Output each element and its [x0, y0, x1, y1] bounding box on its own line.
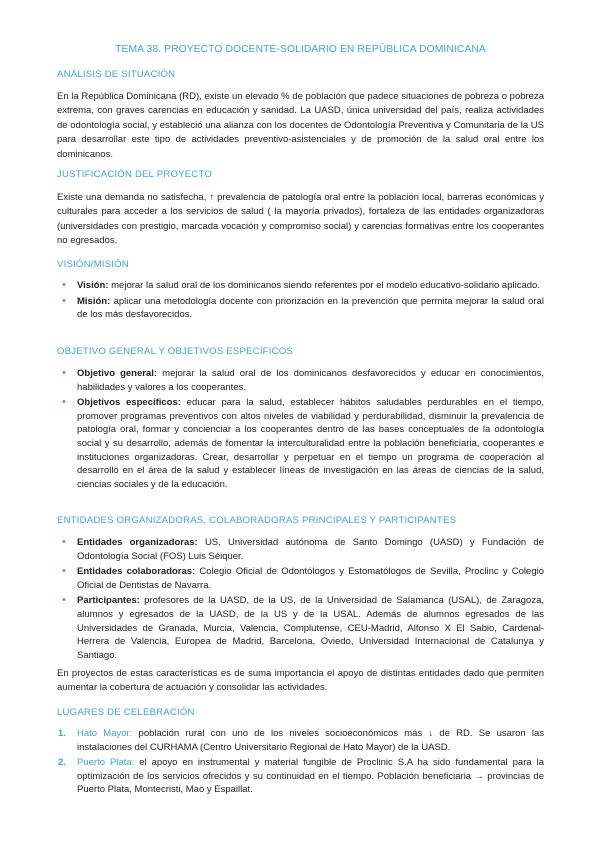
justificacion-paragraph: Existe una demanda no satisfecha, ↑ prevalencia de patología oral entre la población local, barreras económicas y culturales para acceder a los servicios de salud ( la mayoría privados), fortaleza de las entidades organizadoras (universidades con prestigio, marcada vocación y compromiso social) y carencias formativas entre los cooperantes no egresados. — [57, 192, 544, 247]
list-item — [57, 279, 544, 293]
heading-entidades: ENTIDADES ORGANIZADORAS, COLABORADORAS PRINCIPALES Y PARTICIPANTES — [57, 515, 457, 526]
item-text: US, Universidad autónoma de Santo Domingo (UASD) y Fundación de Odontología Social (FOS) Luis Séiquer. — [77, 537, 544, 562]
analisis-paragraph: En la República Dominicana (RD), existe un elevado % de población que padece situaciones de pobreza o pobreza extrema, con graves carencias en educación y sanidad. La UASD, única universidad del país, realiza actividades de odontología social, y estableció una alianza con los docentes de Odontología Preventiva y Comunitaria de la US para desarrollar este tipo de actividades preventivo-asistenciales y de promoción de la salud oral entre los dominicanos. — [57, 91, 544, 160]
bullet-icon: • — [62, 536, 66, 548]
bullet-icon: • — [62, 279, 66, 291]
list-item — [57, 367, 544, 394]
list-item — [57, 727, 544, 754]
list-item — [57, 396, 544, 491]
item-text: mejorar la salud oral de los dominicanos siendo referentes por el modelo educativo-solidario aplicado. — [108, 280, 540, 291]
item-lead: Misión: — [77, 295, 111, 307]
item-text: Colegio Oficial de Odontólogos y Estomatólogos de Sevilla, Proclinc y Colegio Oficial de Dentistas de Navarra. — [77, 566, 544, 591]
entidades-closing-paragraph: En proyectos de estas características es de suma importancia el apoyo de distintas entidades dado que permiten aumentar la cobertura de actuación y consolidar las actividades. — [57, 668, 544, 694]
item-lead: Entidades organizadoras: — [77, 537, 198, 548]
item-text: educar para la salud, establecer hábitos saludables perdurables en el tiempo, promover programas preventivos con altos niveles de viabilidad y perdurabilidad, disminuir la prevalencia de patología oral, formar y concienciar a los cooperantes dentro de las bases conceptuales de la odontología social y su desarrollo, además de fomentar la interculturalidad entre la población beneficiaria, cooperantes e instituciones organizadoras. Crear, desarrollar y perpetuar en el tiempo un programa de cooperación al desarrollo en el área de la salud y establecer líneas de investigación en las áreas de ciencias de la salud, ciencias sociales y de la educación. — [77, 397, 544, 490]
lugares-list — [57, 727, 544, 799]
list-item — [57, 594, 544, 662]
heading-objetivos: OBJETIVO GENERAL Y OBJETIVOS ESPECÍFICOS — [57, 346, 294, 357]
bullet-icon: • — [62, 396, 66, 409]
item-text: aplicar una metodología docente con priorización en la prevención que permita mejorar la salud oral de los más desfavorecidos. — [77, 295, 544, 321]
heading-justificacion: JUSTIFICACIÓN DEL PROYECTO — [57, 169, 212, 180]
list-item — [57, 565, 544, 592]
list-item — [57, 536, 544, 563]
bullet-icon: • — [62, 594, 66, 607]
item-lead: Objetivos específicos: — [77, 397, 181, 409]
item-number: 1. — [58, 728, 66, 739]
item-text: el apoyo en instrumental y material fungible de Proclinic S.A ha sido fundamental para la optimización de los servicios ofrecidos y su continuidad en el tiempo. Población beneficiaria → provincias de Puerto Plata, Montecristi, Mao y Espaillat. — [77, 757, 544, 796]
item-number: 2. — [58, 757, 66, 769]
item-lead: Entidades colaboradoras: — [77, 566, 196, 578]
item-lead: Visión: — [77, 280, 109, 291]
item-lead: Hato Mayor: — [77, 728, 133, 739]
bullet-icon: • — [62, 565, 66, 578]
heading-vision: VISIÓN/MISIÓN — [57, 259, 129, 270]
document-title: TEMA 38. PROYECTO DOCENTE-SOLIDARIO EN REPÚBLICA DOMINICANA — [115, 44, 486, 55]
bullet-icon: • — [62, 367, 66, 379]
item-lead: Puerto Plata: — [77, 757, 135, 769]
heading-lugares: LUGARES DE CELEBRACIÓN — [57, 707, 195, 718]
item-text: mejorar la salud oral de los dominicanos desfavorecidos y educar en conocimientos, habilidades y valores a los cooperantes. — [77, 368, 544, 393]
vision-list — [57, 279, 544, 324]
list-item — [57, 756, 544, 797]
item-lead: Objetivo general: — [77, 368, 158, 379]
item-lead: Participantes: — [77, 595, 140, 607]
objetivos-list — [57, 367, 544, 493]
list-item — [57, 295, 544, 322]
entidades-list — [57, 536, 544, 664]
item-text: población rural con uno de los niveles socioeconómicos más ↓ de RD. Se usaron las instalaciones del CURHAMA (Centro Universitario Regional de Hato Mayor) de la UASD. — [77, 728, 544, 753]
item-text: profesores de la UASD, de la US, de la Universidad de Salamanca (USAL), de Zaragoza, alumnos y egresados de la UASD, de la US y de la USAL. Además de alumnos egresados de las Universidades de Granada, Murcia, Valencia, Complutense, CEU-Madrid, Alfonso X El Sabio, Cardenal-Herrera de Valencia, Europea de Madrid, Barcelona, Oviedo, Universidad Internacional de Catalunya y Santiago. — [77, 595, 544, 661]
bullet-icon: • — [62, 294, 66, 307]
heading-analisis: ANÁLISIS DE SITUACIÓN — [57, 69, 176, 80]
